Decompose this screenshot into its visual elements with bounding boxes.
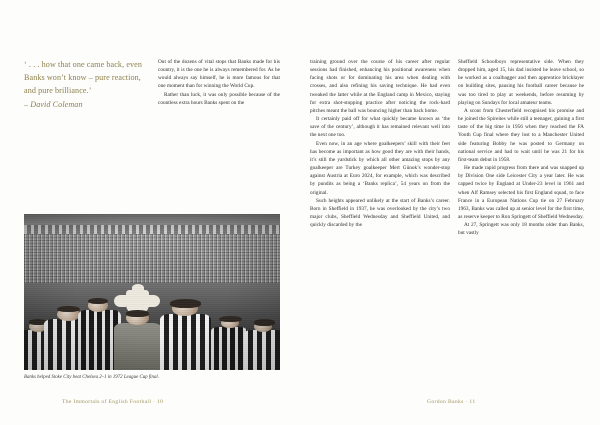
body-column-1: [158, 58, 280, 107]
body-text-block: [458, 58, 584, 237]
pull-quote-attribution: – David Coleman: [24, 99, 83, 109]
paragraph: Rather than luck, it was only possible because of the countless extra hours Banks spent on the: [158, 91, 280, 106]
body-column-2: [310, 58, 450, 229]
photograph: [24, 214, 280, 370]
paragraph: Such heights appeared unlikely at the start of Banks’s career. Born in Sheffield in 1937, he was overlooked by the city’s two major clubs, Sheffield Wednesday and Sheffield United, and quickly discarded by the: [310, 197, 450, 229]
paragraph: Even now, in an age where goalkeepers’ skill with their feet has become as important as how good they are with their hands, it’s still the yardstick by which all other amazing stops by any goalkeeper are Turkey goalkeeper Mert Günok’s wonder-stop against Austria at Euro 2024, for example, which was described by pundits as being a ‘Banks replica’, 54 years on from the original.: [310, 140, 450, 196]
paragraph: Out of the dozens of vital stops that Banks made for his country, it is the one he is always remembered for. As he would always say himself, he is more famous for that one moment than for winning the World Cup.: [158, 59, 280, 90]
footer-right: Gordon Banks · 11: [427, 399, 476, 405]
body-text-block: [158, 58, 280, 107]
photo-image: [24, 214, 280, 370]
photo-caption: Banks helped Stoke City beat Chelsea 2–1 in 1972 League Cup final.: [24, 375, 160, 380]
paragraph: It certainly paid off for what quickly became known as ‘the save of the century’, although it has remained relevant well into the next one too.: [310, 116, 450, 139]
photo-vignette: [24, 214, 280, 370]
paragraph: At 27, Springett was only 18 months older than Banks, but vastly: [458, 222, 584, 237]
pull-quote-text: ‘ . . . how that one came back, even Banks won’t know – pure reaction, and pure brilliance.’: [24, 60, 142, 96]
body-column-3: [458, 58, 584, 237]
footer-left: The Immortals of English Football · 10: [62, 399, 164, 405]
pull-quote-column: [24, 58, 148, 111]
paragraph: He made rapid progress from there and was snapped up by Division One side Leicester City a year later. He was capped twice by England at Under-23 level in 1961 and when Alf Ramsey selected his first England squad, to face France in a European Nations Cup tie on 27 February 1963, Banks was called up at senior level for the first time, as reserve keeper to Ron Springett of Sheffield Wednesday.: [458, 165, 584, 220]
paragraph: training ground over the course of his career after regular sessions had finished, enhancing his positional awareness when facing shots or for dominating his area when dealing with crosses, and also refining his saving technique. He had even tweaked the latter while at the England camp in Mexico, staying for extra shot-stopping practice after noticing the rock-hard pitches meant the ball was bouncing higher than back home.: [310, 59, 450, 114]
paragraph: Sheffield Schoolboys representative side. When they dropped him, aged 15, his dad insisted he leave school, so he worked as a coalbagger and then apprentice bricklayer on building sites, pausing his football career because he was too tired to play at weekends, before resuming by playing on Sundays for local amateur teams.: [458, 59, 584, 106]
body-text-block: [310, 58, 450, 229]
pull-quote: [24, 58, 148, 111]
paragraph: A scout from Chesterfield recognised his promise and he joined the Spireites while still a teenager, gaining a first taste of the big time in 1956 when they reached the FA Youth Cup final where they lost to a Manchester United side featuring Bobby he was posted to Germany on national service and had to wait until he was 21 for his first-team debut in 1958.: [458, 107, 584, 163]
